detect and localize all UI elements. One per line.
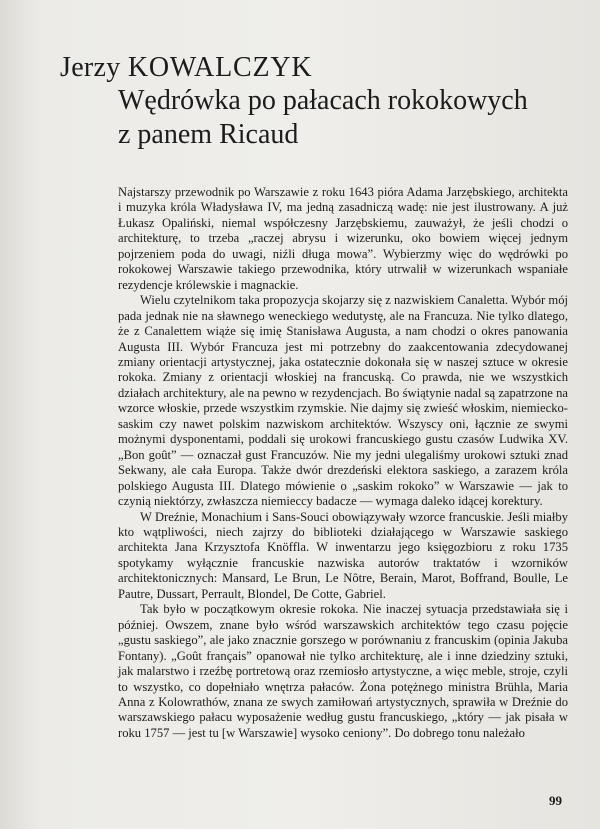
author-surname: KOWALCZYK [127, 52, 313, 83]
paragraph-3: W Dreźnie, Monachium i Sans-Souci obowiązywały wzorce francuskie. Jeśli miałby kto wątpliwości, niech zajrzy do biblioteki działającego w Warszawie saskiego architekta Jana Krzysztofa Knöffla. W inwentarzu jego księgozbioru z roku 1735 spotykamy wyłącznie francuskie nazwiska autorów traktatów i wzorników architektonicznych: Mansard, Le Brun, Le Nôtre, Berain, Marot, Boffrand, Boulle, Le Pautre, Dussart, Perrault, Blondel, De Cotte, Gabriel. [118, 509, 568, 601]
article-body [118, 185, 568, 741]
page-number: 99 [549, 793, 562, 808]
author-name [60, 52, 570, 84]
paragraph-2: Wielu czytelnikom taka propozycja skojarzy się z nazwiskiem Canaletta. Wybór mój pada jednak nie na sławnego weneckiego wedutystę, ale na Francuza. Nie tylko dlatego, że z Canalettem wiąże się imię Stanisława Augusta, a nam chodzi o okres panowania Augusta III. Wybór Francuza jest mi potrzebny do zaakcentowania zdecydowanej zmiany orientacji artystycznej, jaka ostatecznie dokonała się w naszej sztuce w okresie rokoka. Zmiany z orientacji włoskiej na francuską. Co prawda, nie we wszystkich działach architektury, ale na pewno w rezydencjach. Bo świątynie nadal są zapatrzone na wzorce włoskie, przede wszystkim rzymskie. Nie dajmy się zwieść włoskim, niemiecko-saskim czy nawet polskim nazwiskom architektów. Wszyscy oni, łącznie ze swymi możnymi dysponentami, poddali się urokowi francuskiego gustu czasów Ludwika XV. „Bon goût” — oznaczał gust Francuzów. Nie my jedni ulegaliśmy urokowi sztuki znad Sekwany, ale cała Europa. Także dwór drezdeński elektora saskiego, a zarazem króla polskiego Augusta III. Dlatego mówienie o „saskim rokoko” w Warszawie — jak to czynią niektórzy, zwłaszcza niemieccy badacze — wymaga daleko idącej korektury. [118, 293, 568, 509]
article-title-line-2: z panem Ricaud [118, 119, 299, 150]
title-block [60, 52, 570, 152]
paragraph-4: Tak było w początkowym okresie rokoka. Nie inaczej sytuacja przedstawiała się i później. Owszem, znane było wśród warszawskich architektów tego czasu pojęcie „gustu saskiego”, ale jako znacznie gorszego w porównaniu z francuskim (opinia Jakuba Fontany). „Goût français” opanował nie tylko architekturę, ale i inne dziedziny sztuki, jak malarstwo i rzeźbę portretową oraz rzemiosło artystyczne, a więc meble, stroje, czyli to wszystko, co dopełniało wnętrza pałaców. Żona potężnego ministra Brühla, Maria Anna z Kolowrathów, znana ze swych zamiłowań artystycznych, sprawiła w Dreźnie do warszawskiego pałacu wyposażenie według gustu francuskiego, „który — jak pisała w roku 1757 — jest tu [w Warszawie] wysoko ceniony”. Do dobrego tonu należało [118, 602, 568, 740]
paragraph-1: Najstarszy przewodnik po Warszawie z roku 1643 pióra Adama Jarzębskiego, architekta i muzyka króla Władysława IV, ma jedną zasadniczą wadę: nie jest ilustrowany. A już Łukasz Opaliński, niemal współczesny Jarzębskiemu, zauważył, że jeśli chodzi o architekturę, to trzeba „raczej abrysu i wizerunku, oko bowiem więcej jednym pojrzeniem poda do uwagi, niźli długa mowa”. Wybierzmy więc do wędrówki po rokokowej Warszawie takiego przewodnika, który utrwalił w wizerunkach wspaniałe rezydencje królewskie i magnackie. [118, 185, 568, 292]
article-title-line-1: Wędrówka po pałacach rokokowych [118, 85, 528, 116]
author-first-name: Jerzy [60, 52, 121, 83]
